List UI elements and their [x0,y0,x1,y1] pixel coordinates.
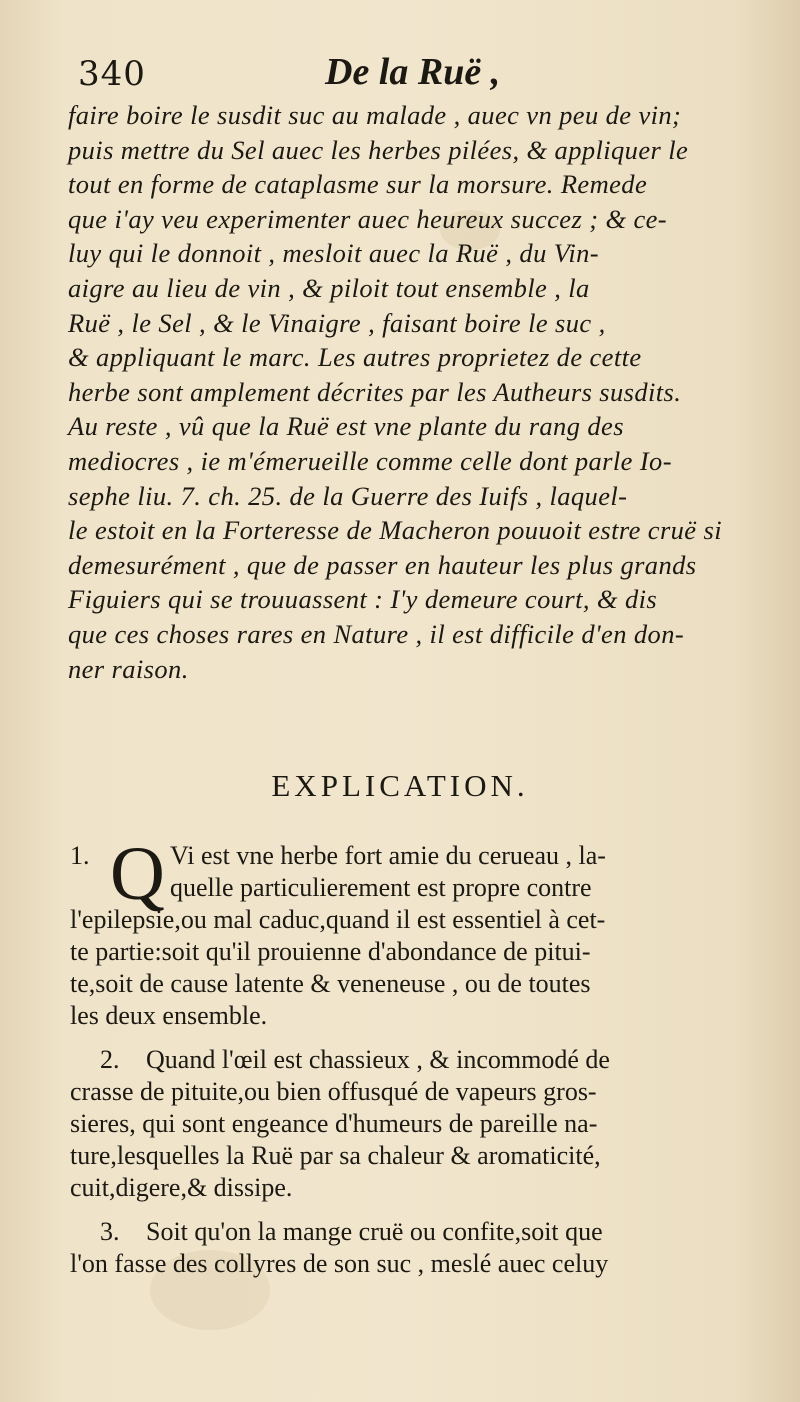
page-number: 340 [78,54,146,94]
text-line: le estoit en la Forteresse de Macheron pouuoit estre cruë si [68,515,722,546]
text-line: l'on fasse des collyres de son suc , meslé auec celuy [70,1249,609,1278]
text-line: les deux ensemble. [70,1001,268,1030]
drop-cap: Q [110,832,165,916]
explication-item-1 [70,832,770,1032]
item-number: 3. [100,1217,120,1246]
text-line: te partie:soit qu'il prouienne d'abondance de pitui- [70,937,591,966]
text-line [70,1044,770,1076]
text-line: luy qui le donnoit , mesloit auec la Ruë , du Vin- [68,238,600,269]
item-number: 2. [100,1045,120,1074]
text-line: tout en forme de cataplasme sur la morsure. Remede [68,169,648,200]
text-line: Au reste , vû que la Ruë est vne plante du rang des [68,411,624,442]
text-line: mediocres , ie m'émerueille comme celle dont parle Io- [68,445,672,476]
text-line: sieres, qui sont engeance d'humeurs de pareille na- [70,1109,598,1138]
item-number: 1. [70,841,90,870]
section-heading: EXPLICATION. [271,768,529,803]
explication-item-3 [70,1216,770,1280]
text-line: sephe liu. 7. ch. 25. de la Guerre des Iuifs , laquel- [68,480,628,511]
italic-paragraph [68,98,768,686]
text-span: Vi est vne herbe fort amie du cerueau , la- [170,841,606,870]
text-line: faire boire le susdit suc au malade , auec vn peu de vin; [68,100,682,130]
explication-section [70,832,770,1280]
text-line: herbe sont amplement décrites par les Autheurs susdits. [68,376,682,407]
text-span: Quand l'œil est chassieux , & incommodé de [146,1045,610,1074]
text-span: Soit qu'on la mange cruë ou confite,soit que [146,1217,603,1246]
text-line: que ces choses rares en Nature , il est difficile d'en don- [68,618,685,649]
text-line: l'epilepsie,ou mal caduc,quand il est essentiel à cet- [70,905,606,934]
text-line: Figuiers qui se trouuassent : I'y demeure court, & dis [68,584,658,615]
text-line: puis mettre du Sel auec les herbes pilées, & appliquer le [68,134,689,165]
text-line: cuit,digere,& dissipe. [70,1173,293,1202]
text-line: que i'ay veu experimenter auec heureux succez ; & ce- [68,203,668,234]
text-line: Ruë , le Sel , & le Vinaigre , faisant boire le suc , [68,307,606,338]
page-header [70,48,740,98]
text-line [70,1216,770,1248]
text-line: aigre au lieu de vin , & piloit tout ensemble , la [68,272,590,303]
running-title: De la Ruë , [325,51,501,93]
text-line: quelle particulierement est propre contre [170,873,592,902]
text-line [70,840,770,872]
text-line: demesurément , que de passer en hauteur les plus grands [68,549,697,580]
text-line: te,soit de cause latente & veneneuse , ou de toutes [70,969,591,998]
text-line: ner raison. [68,653,189,684]
text-line: ture,lesquelles la Ruë par sa chaleur & aromaticité, [70,1141,601,1170]
text-line: & appliquant le marc. Les autres proprietez de cette [68,342,642,373]
explication-item-2 [70,1044,770,1204]
text-line: crasse de pituite,ou bien offusqué de vapeurs gros- [70,1077,597,1106]
